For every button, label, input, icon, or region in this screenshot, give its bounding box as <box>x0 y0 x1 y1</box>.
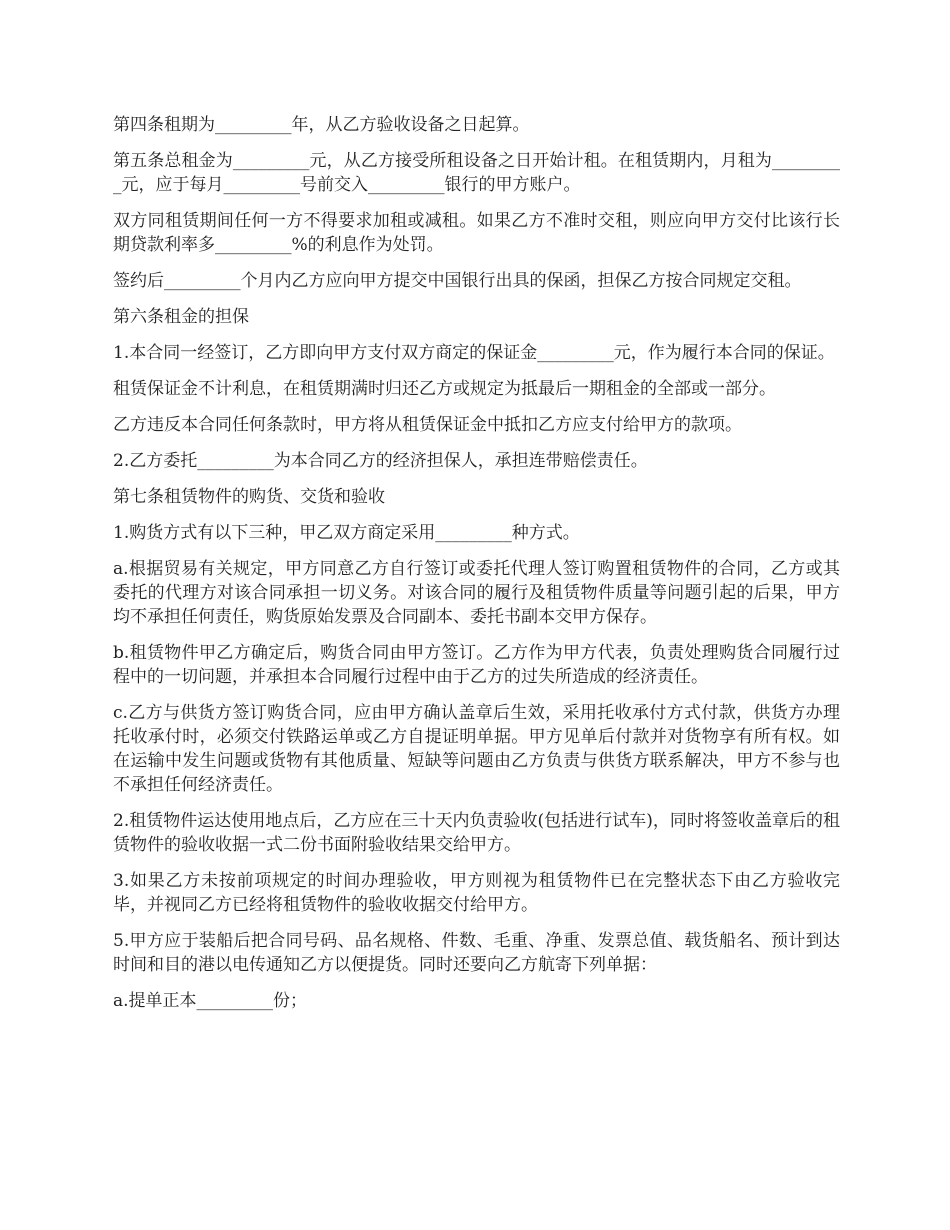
document-list-item-a: a.提单正本_________份； <box>113 991 308 1011</box>
rent-adjustment-penalty: 双方同租赁期间任何一方不得要求加租或减租。如果乙方不准时交租，则应向甲方交付比该行长期贷款利率多_________%的利息作为处罚。 <box>113 211 840 255</box>
clause-7-item-3: 3.如果乙方未按前项规定的时间办理验收，甲方则视为租赁物件已在完整状态下由乙方验收完毕，并视同乙方已经将租赁物件的验收收据交付给甲方。 <box>113 871 840 915</box>
deposit-deduction-paragraph: 乙方违反本合同任何条款时，甲方将从租赁保证金中抵扣乙方应支付给甲方的款项。 <box>113 415 742 435</box>
deposit-interest-paragraph: 租赁保证金不计利息，在租赁期满时归还乙方或规定为抵最后一期租金的全部或一部分。 <box>113 379 776 399</box>
clause-4-lease-term: 第四条租期为_________年，从乙方验收设备之日起算。 <box>113 115 530 135</box>
clause-7-item-2: 2.租赁物件运达使用地点后，乙方应在三十天内负责验收(包括进行试车)，同时将签收盖章后的租赁物件的验收收据一式二份书面附验收结果交给甲方。 <box>113 811 840 855</box>
clause-6-item-1: 1.本合同一经签订，乙方即向甲方支付双方商定的保证金_________元，作为履行本合同的保证。 <box>113 343 835 363</box>
clause-7-item-1: 1.购货方式有以下三种，甲乙双方商定采用_________种方式。 <box>113 523 580 543</box>
bank-guarantee-paragraph: 签约后_________个月内乙方应向甲方提交中国银行出具的保函，担保乙方按合同规定交租。 <box>113 271 802 291</box>
clause-7-item-5: 5.甲方应于装船后把合同号码、品名规格、件数、毛重、净重、发票总值、载货船名、预计到达时间和目的港以电传通知乙方以便提货。同时还要向乙方航寄下列单据： <box>113 931 840 975</box>
clause-7-heading: 第七条租赁物件的购货、交货和验收 <box>113 487 385 507</box>
clause-6-item-2: 2.乙方委托_________为本合同乙方的经济担保人，承担连带赔偿责任。 <box>113 451 648 471</box>
clause-7-option-b: b.租赁物件甲乙方确定后，购货合同由甲方签订。乙方作为甲方代表，负责处理购货合同履行过程中的一切问题，并承担本合同履行过程中由于乙方的过失所造成的经济责任。 <box>113 643 840 687</box>
clause-5-total-rent: 第五条总租金为_________元，从乙方接受所租设备之日开始计租。在租赁期内，月租为_________元，应于每月_________号前交入_________银行的甲方账户。 <box>113 151 840 195</box>
clause-7-option-a: a.根据贸易有关规定，甲方同意乙方自行签订或委托代理人签订购置租赁物件的合同，乙方或其委托的代理方对该合同承担一切义务。对该合同的履行及租赁物件质量等问题引起的后果，甲方均不承担任何责任，购货原始发票及合同副本、委托书副本交甲方保存。 <box>113 559 840 627</box>
document-page <box>113 113 840 1025</box>
clause-6-heading: 第六条租金的担保 <box>113 307 249 327</box>
clause-7-option-c: c.乙方与供货方签订购货合同，应由甲方确认盖章后生效，采用托收承付方式付款，供货方办理托收承付时，必须交付铁路运单或乙方自提证明单据。甲方见单后付款并对货物享有所有权。如在运输中发生问题或货物有其他质量、短缺等问题由乙方负责与供货方联系解决，甲方不参与也不承担任何经济责任。 <box>113 703 840 795</box>
